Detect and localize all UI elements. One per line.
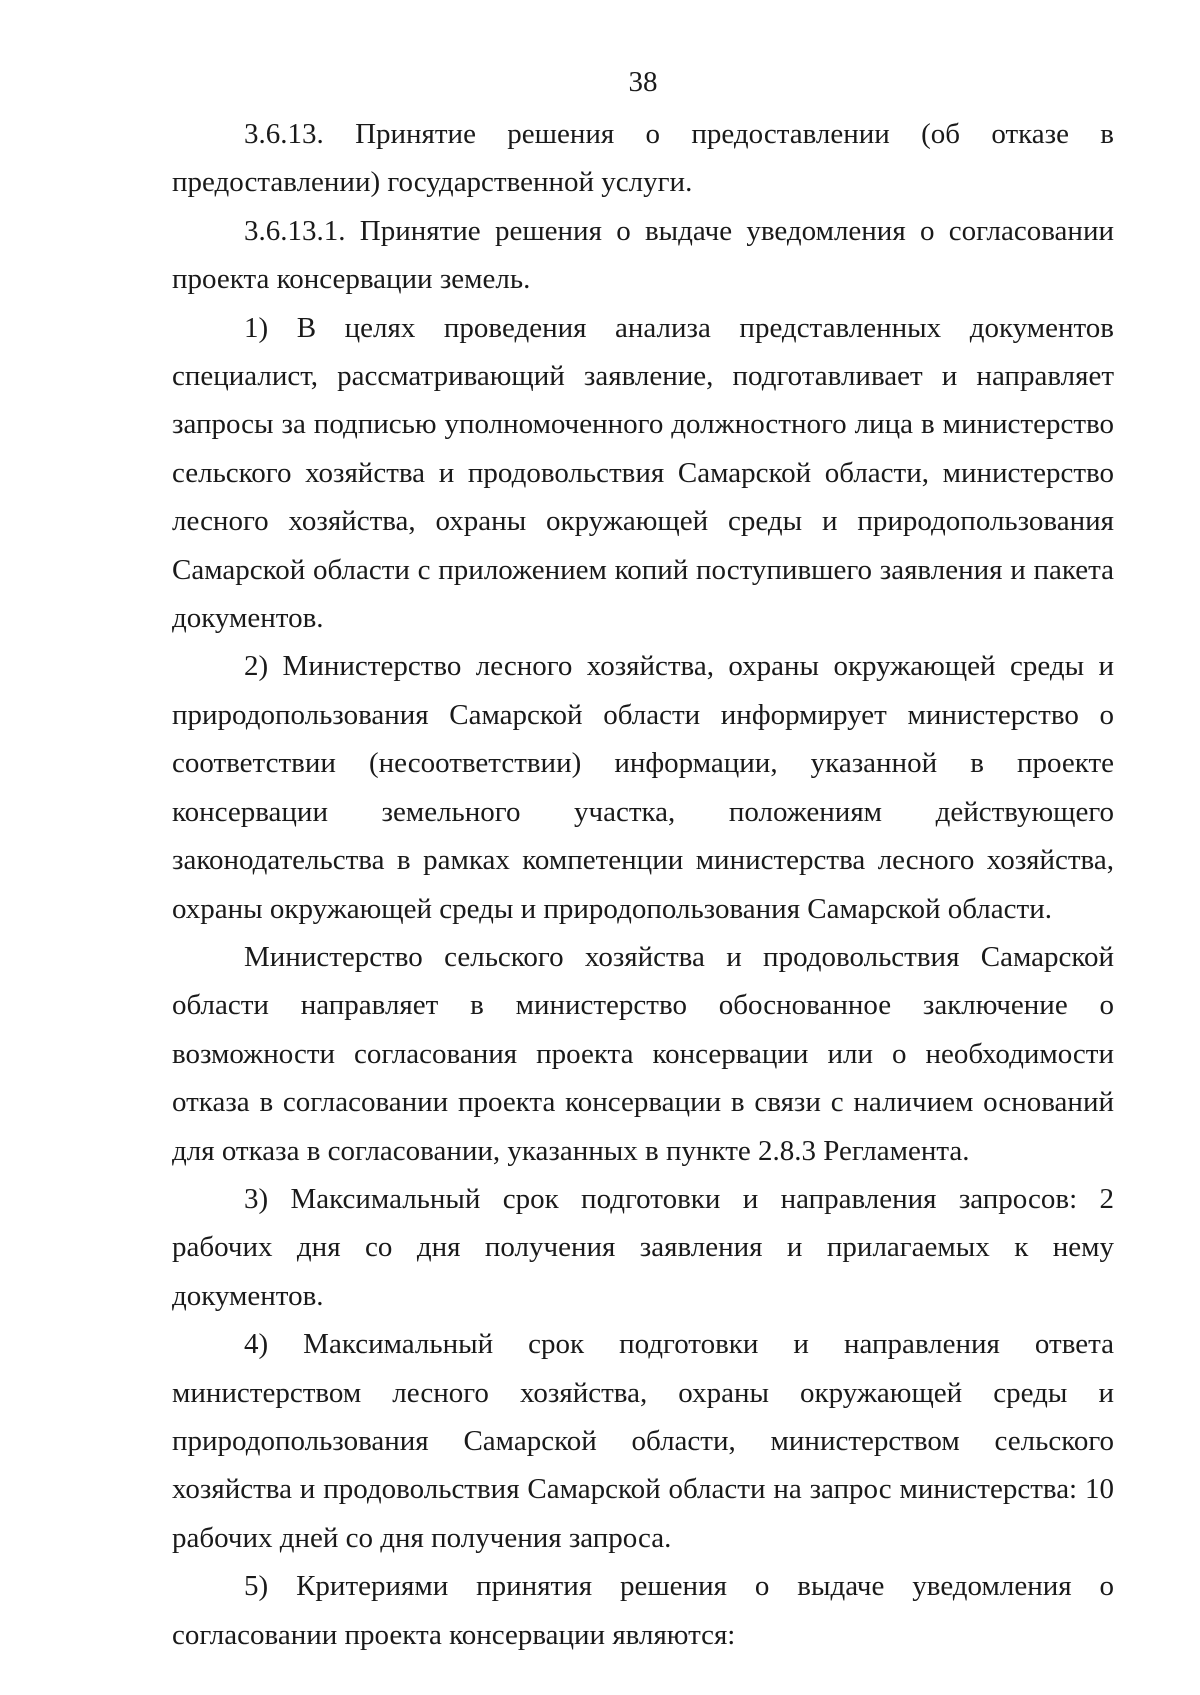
paragraph-item-5: 5) Критериями принятия решения о выдаче уведомления о согласовании проекта консервации являются: xyxy=(172,1570,1114,1651)
page-number: 38 xyxy=(628,66,658,98)
paragraph-3-6-13-1: 3.6.13.1. Принятие решения о выдаче уведомления о согласовании проекта консервации земель. xyxy=(172,214,1114,296)
paragraph-item-3: 3) Максимальный срок подготовки и направления запросов: 2 рабочих дня со дня получения заявления и прилагаемых к нему документов. xyxy=(172,1182,1114,1312)
paragraph-item-1: 1) В целях проведения анализа представленных документов специалист, рассматривающий заявление, подготавливает и направляет запросы за подписью уполномоченного должностного лица в министерство сельского хозяйства и продовольствия Самарской области, министерство лесного хозяйства, охраны окружающей среды и природопользования Самарской области с приложением копий поступившего заявления и пакета документов. xyxy=(172,311,1114,635)
paragraph-ministry-agriculture: Министерство сельского хозяйства и продовольствия Самарской области направляет в министерство обоснованное заключение о возможности согласования проекта консервации или о необходимости отказа в согласовании проекта консервации в связи с наличием оснований для отказа в согласовании, указанных в пункте 2.8.3 Регламента. xyxy=(172,940,1114,1167)
paragraph-item-4: 4) Максимальный срок подготовки и направления ответа министерством лесного хозяйства, охраны окружающей среды и природопользования Самарской области, министерством сельского хозяйства и продовольствия Самарской области на запрос министерства: 10 рабочих дней со дня получения запроса. xyxy=(172,1328,1114,1554)
paragraph-3-6-13: 3.6.13. Принятие решения о предоставлении (об отказе в предоставлении) государственной услуги. xyxy=(172,118,1114,199)
document-body xyxy=(172,110,1114,1659)
paragraph-item-2: 2) Министерство лесного хозяйства, охраны окружающей среды и природопользования Самарской области информирует министерство о соответствии (несоответствии) информации, указанной в проекте консервации земельного участка, положениям действующего законодательства в рамках компетенции министерства лесного хозяйства, охраны окружающей среды и природопользования Самарской области. xyxy=(172,650,1114,925)
document-page xyxy=(172,0,1114,1695)
